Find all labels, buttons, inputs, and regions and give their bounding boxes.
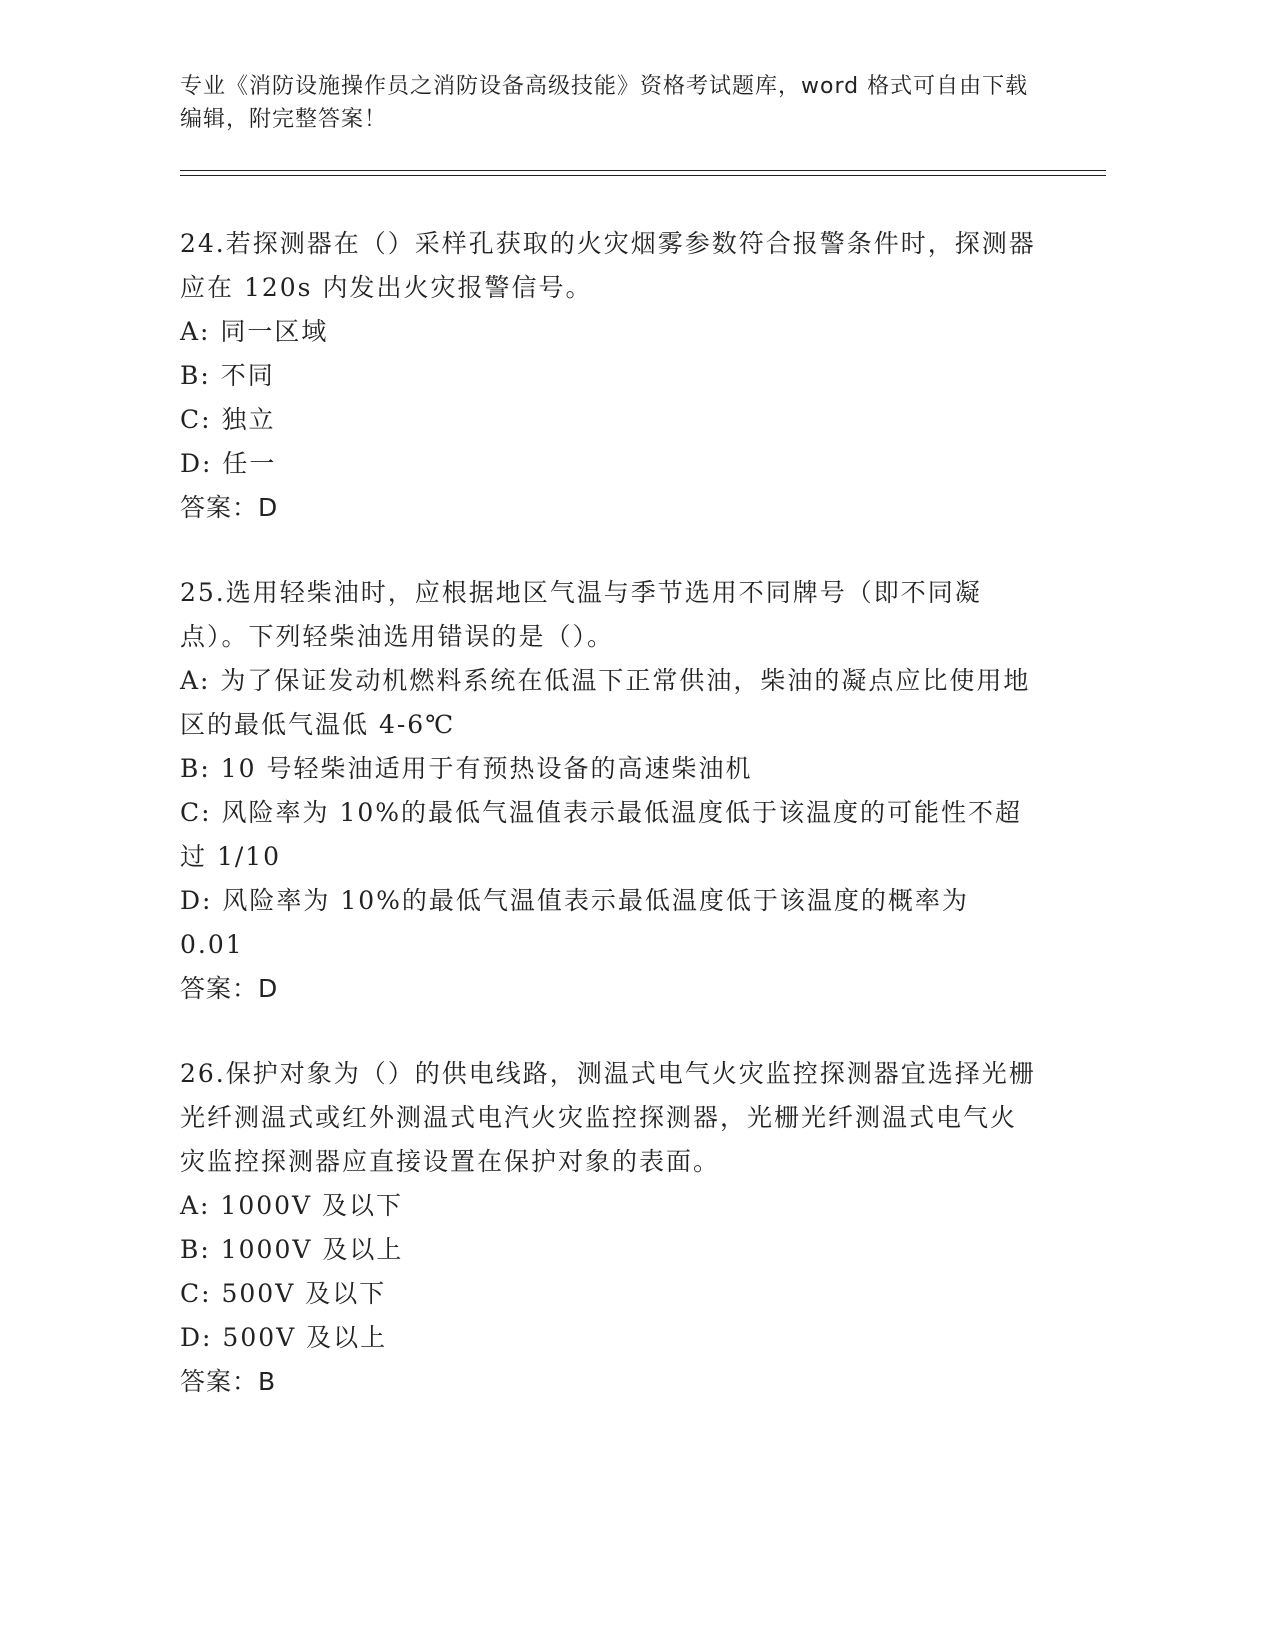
option-b: B: 10 号轻柴油适用于有预热设备的高速柴油机	[180, 754, 753, 783]
option-d: D: 风险率为 10%的最低气温值表示最低温度低于该温度的概率为 0.01	[180, 886, 969, 959]
option-c: C: 风险率为 10%的最低气温值表示最低温度低于该温度的可能性不超过 1/10	[180, 798, 1023, 871]
option-a: A: 为了保证发动机燃料系统在低温下正常供油，柴油的凝点应比使用地区的最低气温低 4-6℃	[180, 666, 1031, 739]
question-stem: 26.保护对象为（）的供电线路，测温式电气火灾监控探测器宜选择光栅光纤测温式或红外测温式电汽火灾监控探测器，光栅光纤测温式电气火灾监控探测器应直接设置在保护对象的表面。	[180, 1059, 1036, 1176]
option-c: C: 独立	[180, 405, 276, 434]
option-b: B: 1000V 及以上	[180, 1235, 404, 1264]
option-a: A: 同一区域	[180, 317, 329, 346]
question-24	[180, 222, 1040, 530]
answer-label: 答案：D	[180, 974, 279, 1003]
option-c: C: 500V 及以下	[180, 1279, 387, 1308]
header-divider-bottom	[180, 175, 1106, 176]
question-list	[180, 222, 1040, 1445]
answer-label: 答案：D	[180, 493, 279, 522]
header-text: 专业《消防设施操作员之消防设备高级技能》资格考试题库，word 格式可自由下载编辑，附完整答案！	[180, 74, 1029, 132]
question-stem: 24.若探测器在（）采样孔获取的火灾烟雾参数符合报警条件时，探测器应在 120s 内发出火灾报警信号。	[180, 229, 1036, 302]
question-26	[180, 1052, 1040, 1404]
document-header	[180, 70, 1040, 136]
option-b: B: 不同	[180, 361, 275, 390]
option-d: D: 任一	[180, 449, 277, 478]
header-divider-top	[180, 170, 1106, 171]
question-stem: 25.选用轻柴油时，应根据地区气温与季节选用不同牌号（即不同凝点）。下列轻柴油选用错误的是（）。	[180, 578, 982, 651]
option-d: D: 500V 及以上	[180, 1323, 388, 1352]
option-a: A: 1000V 及以下	[180, 1191, 404, 1220]
question-25	[180, 571, 1040, 1011]
answer-label: 答案：B	[180, 1367, 277, 1396]
